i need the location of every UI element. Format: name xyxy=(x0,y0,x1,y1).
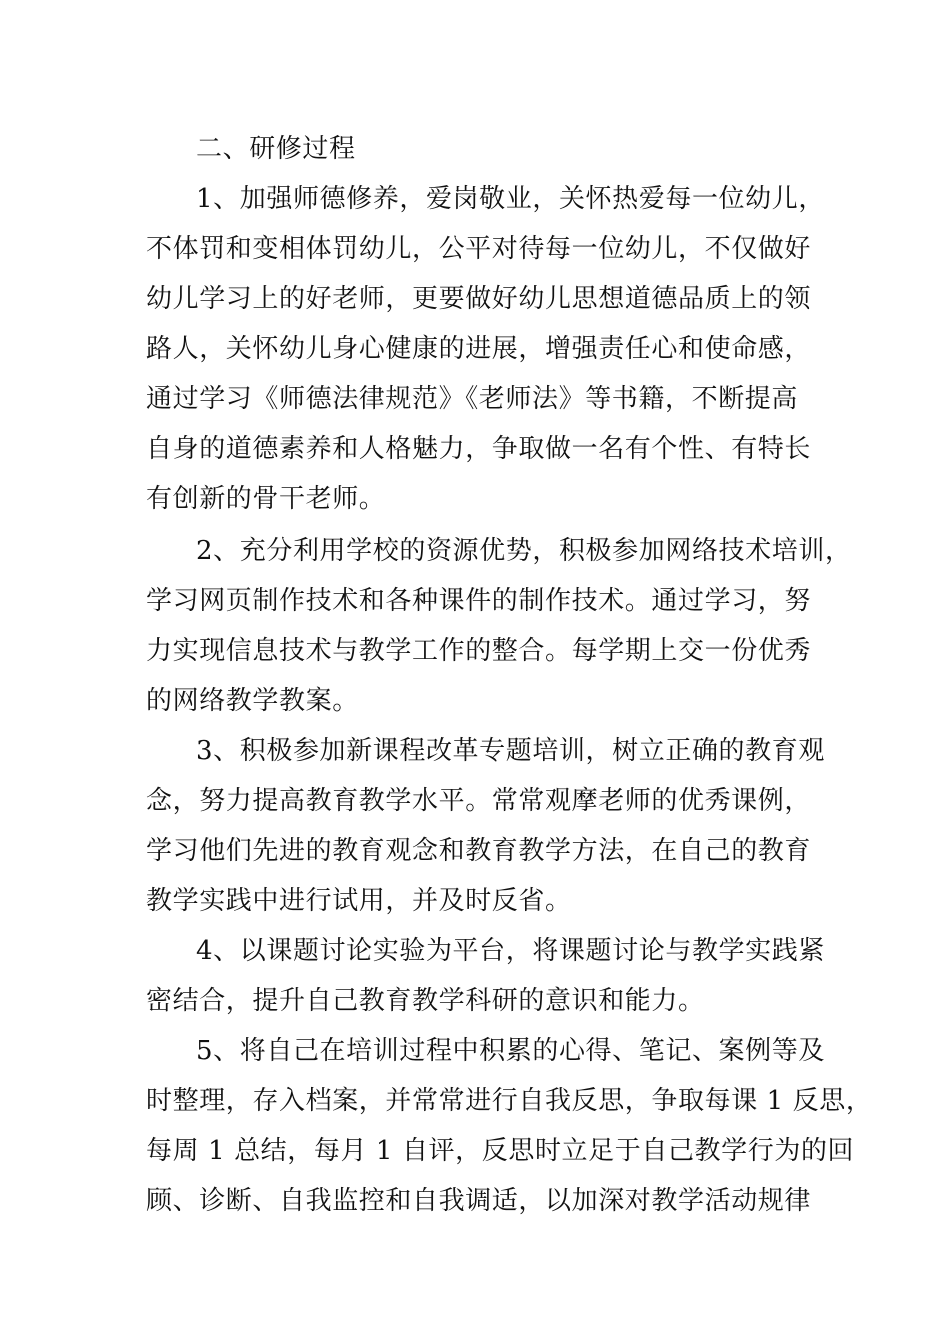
paragraph-4-line-2: 密结合，提升自己教育教学科研的意识和能力。 xyxy=(146,986,705,1016)
paragraph-3-line-4: 教学实践中进行试用，并及时反省。 xyxy=(146,886,572,916)
paragraph-1-line-1: 1、加强师德修养，爱岗敬业，关怀热爱每一位幼儿， xyxy=(196,184,825,214)
paragraph-2-line-3: 力实现信息技术与教学工作的整合。每学期上交一份优秀 xyxy=(146,636,812,666)
paragraph-2-line-1: 2、充分利用学校的资源优势，积极参加网络技术培训， xyxy=(196,536,852,566)
paragraph-1-line-2: 不体罚和变相体罚幼儿，公平对待每一位幼儿，不仅做好 xyxy=(146,234,812,264)
paragraph-3-line-3: 学习他们先进的教育观念和教育教学方法，在自己的教育 xyxy=(146,836,812,866)
paragraph-5-line-1: 5、将自己在培训过程中积累的心得、笔记、案例等及 xyxy=(196,1036,825,1066)
paragraph-5-line-2: 时整理，存入档案，并常常进行自我反思，争取每课 1 反思， xyxy=(146,1086,873,1116)
paragraph-3-line-2: 念，努力提高教育教学水平。常常观摩老师的优秀课例， xyxy=(146,786,812,816)
section-heading: 二、研修过程 xyxy=(196,134,356,164)
paragraph-5-line-4: 顾、诊断、自我监控和自我调适，以加深对教学活动规律 xyxy=(146,1186,812,1216)
paragraph-1-line-7: 有创新的骨干老师。 xyxy=(146,484,386,514)
paragraph-4-line-1: 4、以课题讨论实验为平台，将课题讨论与教学实践紧 xyxy=(196,936,825,966)
paragraph-2-line-4: 的网络教学教案。 xyxy=(146,686,359,716)
paragraph-2-line-2: 学习网页制作技术和各种课件的制作技术。通过学习，努 xyxy=(146,586,812,616)
paragraph-5-line-3: 每周 1 总结，每月 1 自评，反思时立足于自己教学行为的回 xyxy=(146,1136,855,1166)
paragraph-1-line-3: 幼儿学习上的好老师，更要做好幼儿思想道德品质上的领 xyxy=(146,284,812,314)
paragraph-3-line-1: 3、积极参加新课程改革专题培训，树立正确的教育观 xyxy=(196,736,825,766)
paragraph-1-line-6: 自身的道德素养和人格魅力，争取做一名有个性、有特长 xyxy=(146,434,812,464)
paragraph-1-line-4: 路人，关怀幼儿身心健康的进展，增强责任心和使命感， xyxy=(146,334,812,364)
paragraph-1-line-5: 通过学习《师德法律规范》《老师法》等书籍，不断提高 xyxy=(146,384,799,414)
